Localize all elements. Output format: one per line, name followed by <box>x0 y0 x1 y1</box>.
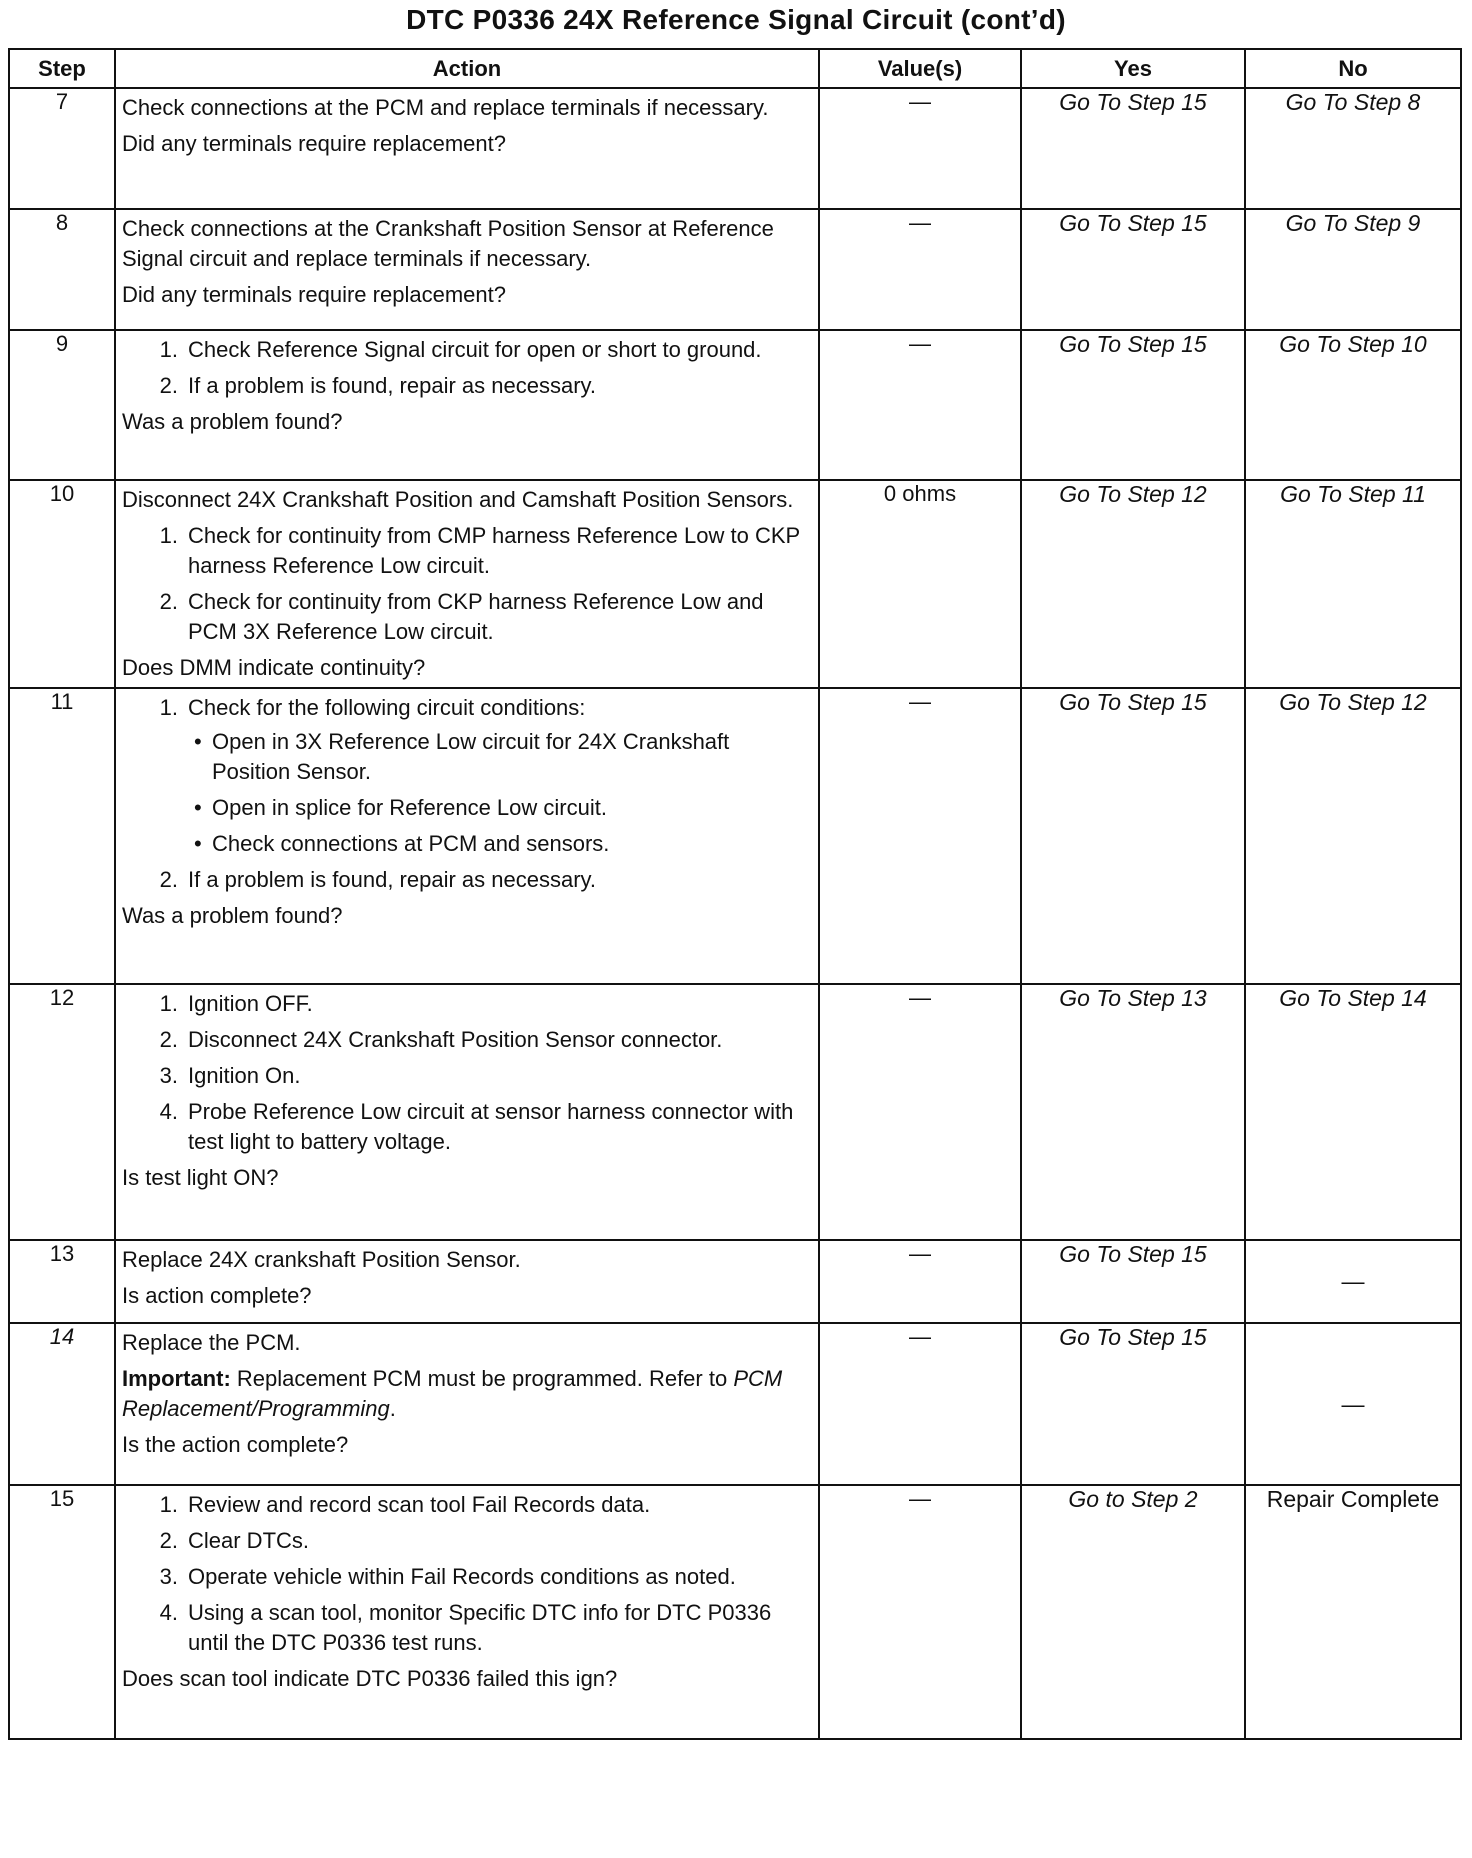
important-end: . <box>389 1396 396 1421</box>
action-text: Check connections at the PCM and replace terminals if necessary. <box>122 95 769 120</box>
action-text: Check connections at the Crankshaft Position Sensor at Reference Signal circuit and replace terminals if necessary. <box>122 216 774 271</box>
action-question: Is the action complete? <box>122 1432 349 1457</box>
value-cell: — <box>819 1240 1021 1323</box>
action-cell <box>115 88 819 209</box>
action-question: Does DMM indicate continuity? <box>122 655 426 680</box>
no-cell: Repair Complete <box>1245 1485 1461 1739</box>
action-question: Is test light ON? <box>122 1165 279 1190</box>
action-question: Did any terminals require replacement? <box>122 131 506 156</box>
list-item: 3. Ignition On. <box>159 1063 301 1088</box>
action-steps <box>122 989 812 1163</box>
table-row <box>9 209 1461 330</box>
step-number: 10 <box>9 480 115 688</box>
important-text: Replacement PCM must be programmed. Refer to <box>236 1366 728 1391</box>
value-cell: — <box>819 330 1021 480</box>
list-item: 1. Review and record scan tool Fail Records data. <box>159 1492 651 1517</box>
list-item: 4. Using a scan tool, monitor Specific DTC info for DTC P0336 until the DTC P0336 test runs. <box>159 1600 772 1655</box>
action-question: Was a problem found? <box>122 409 343 434</box>
value-cell: — <box>819 88 1021 209</box>
step-number: 7 <box>9 88 115 209</box>
value-cell: — <box>819 209 1021 330</box>
step-number: 9 <box>9 330 115 480</box>
no-cell: Go To Step 9 <box>1245 209 1461 330</box>
list-item: 2. If a problem is found, repair as necessary. <box>159 373 597 398</box>
table-row <box>9 688 1461 984</box>
step-number: 13 <box>9 1240 115 1323</box>
yes-cell: Go to Step 2 <box>1021 1485 1245 1739</box>
action-text: Replace 24X crankshaft Position Sensor. <box>122 1247 521 1272</box>
table-row <box>9 480 1461 688</box>
list-item: 2. Disconnect 24X Crankshaft Position Sensor connector. <box>159 1027 723 1052</box>
yes-cell: Go To Step 15 <box>1021 330 1245 480</box>
step-number: 11 <box>9 688 115 984</box>
action-cell <box>115 984 819 1240</box>
action-question: Did any terminals require replacement? <box>122 282 506 307</box>
value-cell: — <box>819 984 1021 1240</box>
no-cell: Go To Step 14 <box>1245 984 1461 1240</box>
header-no: No <box>1245 49 1461 88</box>
action-text: Disconnect 24X Crankshaft Position and Camshaft Position Sensors. <box>122 487 794 512</box>
table-row <box>9 1485 1461 1739</box>
step-number: 15 <box>9 1485 115 1739</box>
yes-cell: Go To Step 15 <box>1021 1323 1245 1485</box>
list-item: 1. Ignition OFF. <box>159 991 313 1016</box>
table-row <box>9 330 1461 480</box>
list-item: 3. Operate vehicle within Fail Records conditions as noted. <box>159 1564 736 1589</box>
table-row <box>9 1240 1461 1323</box>
action-cell <box>115 480 819 688</box>
yes-cell: Go To Step 15 <box>1021 1240 1245 1323</box>
yes-cell: Go To Step 15 <box>1021 688 1245 984</box>
table-header-row <box>9 49 1461 88</box>
list-item: 2. Check for continuity from CKP harness Reference Low and PCM 3X Reference Low circuit. <box>159 589 764 644</box>
action-question: Does scan tool indicate DTC P0336 failed this ign? <box>122 1666 618 1691</box>
list-item: 2. If a problem is found, repair as necessary. <box>159 867 597 892</box>
table-row <box>9 984 1461 1240</box>
action-question: Is action complete? <box>122 1283 312 1308</box>
action-cell <box>115 688 819 984</box>
action-cell <box>115 330 819 480</box>
page-title: DTC P0336 24X Reference Signal Circuit (cont’d) <box>406 4 1066 35</box>
no-cell: Go To Step 8 <box>1245 88 1461 209</box>
no-cell: — <box>1245 1323 1461 1485</box>
important-label: Important: <box>122 1366 231 1391</box>
step-number: 14 <box>9 1323 115 1485</box>
bullet-item: • Open in splice for Reference Low circuit. <box>188 793 812 823</box>
table-row <box>9 88 1461 209</box>
list-item: 1. Check Reference Signal circuit for open or short to ground. <box>159 337 762 362</box>
yes-cell: Go To Step 13 <box>1021 984 1245 1240</box>
list-item: 4. Probe Reference Low circuit at sensor harness connector with test light to battery voltage. <box>159 1099 794 1154</box>
action-cell <box>115 209 819 330</box>
value-cell: — <box>819 1485 1021 1739</box>
action-steps <box>122 335 812 407</box>
header-yes: Yes <box>1021 49 1245 88</box>
action-steps <box>122 1490 812 1664</box>
action-steps <box>122 693 812 895</box>
header-action: Action <box>115 49 819 88</box>
bullet-item: • Open in 3X Reference Low circuit for 24X Crankshaft Position Sensor. <box>188 727 812 787</box>
important-note <box>122 1364 812 1424</box>
list-item: 2. Clear DTCs. <box>159 1528 310 1553</box>
action-cell <box>115 1240 819 1323</box>
value-cell: 0 ohms <box>819 480 1021 688</box>
list-item: 1. Check for the following circuit conditions: • Open in 3X Reference Low circuit for 24X Crankshaft Position Sensor. • Open in splice for Reference Low circuit. • Check connections at PCM and sensors. <box>148 693 812 859</box>
value-cell: — <box>819 688 1021 984</box>
header-values: Value(s) <box>819 49 1021 88</box>
condition-list <box>188 727 812 859</box>
yes-cell: Go To Step 12 <box>1021 480 1245 688</box>
table-row <box>9 1323 1461 1485</box>
value-cell: — <box>819 1323 1021 1485</box>
diagnostic-table <box>8 48 1462 1740</box>
no-cell: — <box>1245 1240 1461 1323</box>
reference-link[interactable]: PCM Replacement/Programming <box>122 1366 783 1421</box>
action-cell <box>115 1323 819 1485</box>
header-step: Step <box>9 49 115 88</box>
yes-cell: Go To Step 15 <box>1021 88 1245 209</box>
bullet-item: • Check connections at PCM and sensors. <box>188 829 812 859</box>
action-steps <box>122 521 812 647</box>
action-text: Replace the PCM. <box>122 1330 301 1355</box>
yes-cell: Go To Step 15 <box>1021 209 1245 330</box>
no-cell: Go To Step 12 <box>1245 688 1461 984</box>
step-number: 8 <box>9 209 115 330</box>
no-cell: Go To Step 10 <box>1245 330 1461 480</box>
action-question: Was a problem found? <box>122 903 343 928</box>
list-item: 1. Check for continuity from CMP harness Reference Low to CKP harness Reference Low circuit. <box>159 523 800 578</box>
no-cell: Go To Step 11 <box>1245 480 1461 688</box>
action-cell <box>115 1485 819 1739</box>
step-number: 12 <box>9 984 115 1240</box>
